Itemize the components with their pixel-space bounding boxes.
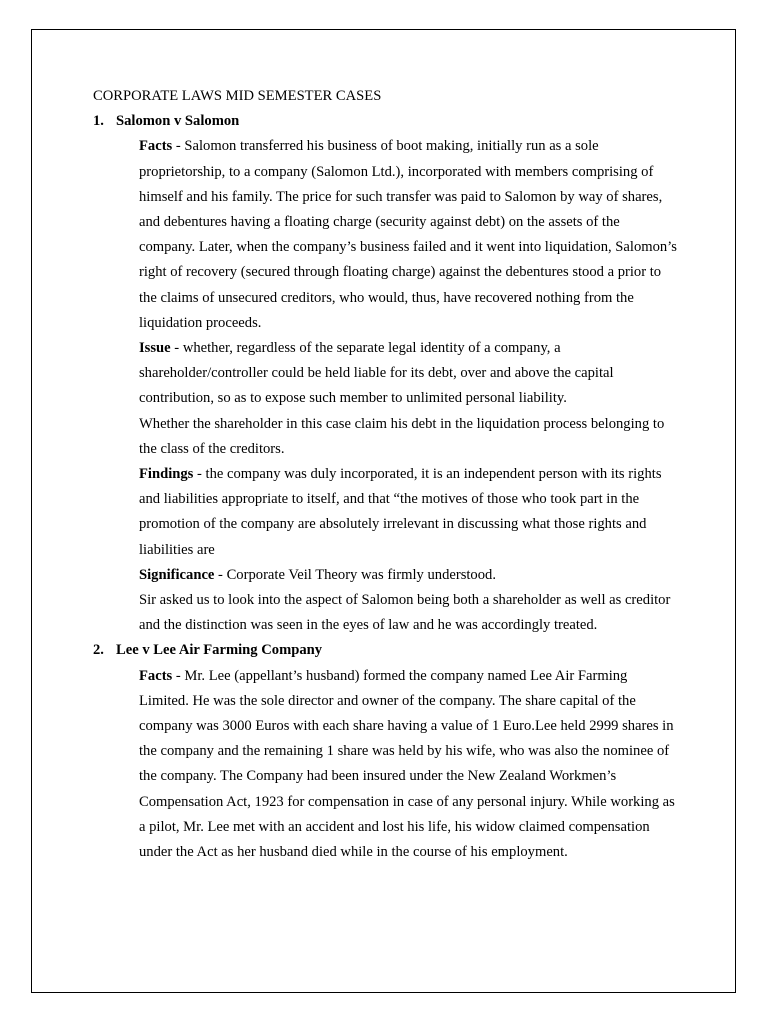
facts-paragraph: [139, 134, 678, 336]
findings-paragraph: [139, 462, 678, 563]
case-heading: [93, 109, 678, 134]
case-heading: [93, 638, 678, 663]
significance-paragraph: [139, 563, 678, 588]
label-separator: -: [172, 667, 185, 684]
case-name: Salomon v Salomon: [116, 113, 240, 130]
document-body: [93, 84, 678, 865]
paragraph-text: whether, regardless of the separate legal identity of a company, a shareholder/controller could be held liable for its debt, over and above the capital contribution, so as to expose such member to unlimited personal liability.: [139, 340, 614, 407]
paragraph-label: Facts: [139, 138, 173, 155]
paragraph-label: Issue: [139, 340, 171, 357]
paragraph-label: Findings: [139, 466, 194, 483]
case-name: Lee v Lee Air Farming Company: [116, 642, 323, 659]
issue-continuation-paragraph: [139, 412, 678, 462]
paragraph-text: Whether the shareholder in this case claim his debt in the liquidation process belonging to the class of the creditors.: [139, 415, 665, 457]
paragraph-label: Significance: [139, 566, 215, 583]
paragraph-text: Corporate Veil Theory was firmly understood.: [226, 566, 496, 583]
paragraph-label: Facts: [139, 667, 173, 684]
label-separator: -: [170, 340, 183, 357]
paragraph-text: Salomon transferred his business of boot making, initially run as a sole proprietorship, to a company (Salomon Ltd.), incorporated with members comprising of himself and his family. The price for such transfer was paid to Salomon by way of shares, and debentures having a floating charge (security against debt) on the assets of the company. Later, when the company’s business failed and it went into liquidation, Salomon’s right of recovery (secured through floating charge) against the debentures stood a prior to the claims of unsecured creditors, who would, thus, have recovered nothing from the liquidation proceeds.: [139, 138, 677, 331]
label-separator: -: [214, 566, 227, 583]
document-title: CORPORATE LAWS MID SEMESTER CASES: [93, 88, 382, 104]
paragraph-text: Mr. Lee (appellant’s husband) formed the company named Lee Air Farming Limited. He was the sole director and owner of the company. The share capital of the company was 3000 Euros with each share having a value of 1 Euro.Lee held 2999 shares in the company and the remaining 1 share was held by his wife, who was also the nominee of the company. The Company had been insured under the New Zealand Workmen’s Compensation Act, 1923 for compensation in case of any personal injury. While working as a pilot, Mr. Lee met with an accident and lost his life, his widow claimed compensation under the Act as her husband died while in the course of his employment.: [139, 667, 675, 861]
note-paragraph: [139, 588, 678, 638]
paragraph-text: Sir asked us to look into the aspect of Salomon being both a shareholder as well as creditor and the distinction was seen in the eyes of law and he was accordingly treated.: [139, 592, 671, 634]
case-number: 1.: [93, 113, 104, 130]
label-separator: -: [193, 466, 206, 483]
facts-paragraph: [139, 664, 678, 866]
issue-paragraph: [139, 336, 678, 412]
label-separator: -: [172, 138, 185, 155]
paragraph-text: the company was duly incorporated, it is an independent person with its rights and liabilities appropriate to itself, and that “the motives of those who took part in the promotion of the company are absolutely irrelevant in discussing what those rights and liabilities are: [139, 466, 662, 558]
case-1: [93, 109, 678, 638]
case-number: 2.: [93, 642, 104, 659]
case-2: [93, 638, 678, 865]
